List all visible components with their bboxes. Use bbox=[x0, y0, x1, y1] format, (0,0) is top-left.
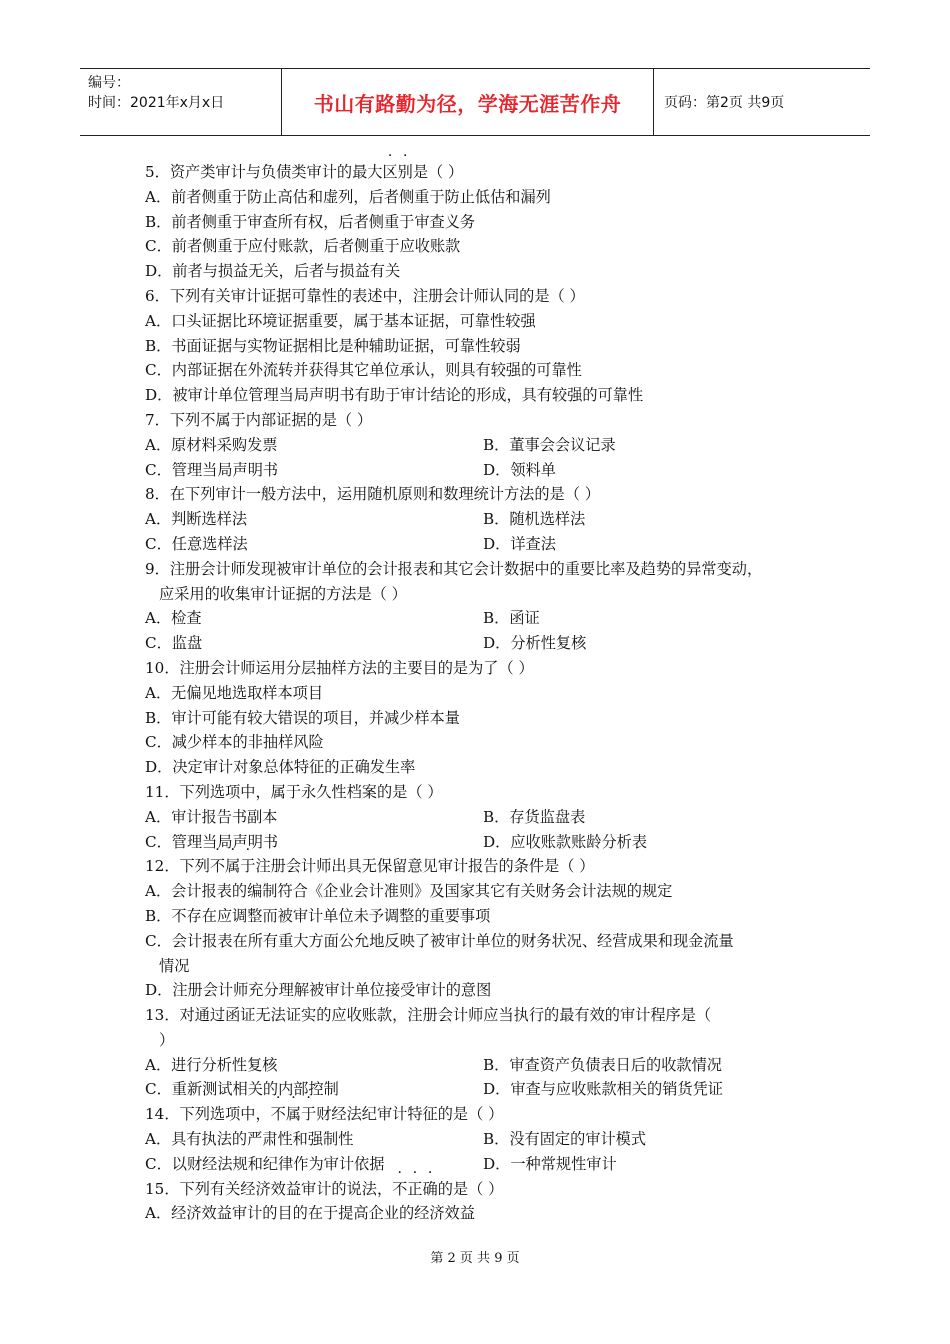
answer-option: A．经济效益审计的目的在于提高企业的经济效益 bbox=[145, 1204, 475, 1223]
answer-option: D．分析性复核 bbox=[483, 634, 587, 653]
answer-option: D．一种常规性审计 bbox=[483, 1154, 617, 1173]
answer-option: A．口头证据比环境证据重要，属于基本证据，可靠性较强 bbox=[145, 311, 536, 330]
answer-option: D．被审计单位管理当局声明书有助于审计结论的形成，具有较强的可靠性 bbox=[145, 386, 644, 405]
answer-option: A．检查 bbox=[145, 609, 202, 628]
answer-option-row bbox=[145, 532, 825, 557]
question-stem-continued: ） bbox=[159, 1030, 175, 1049]
answer-option-row bbox=[145, 805, 825, 830]
question-stem: 7．下列不属于内部证据的是（ ） bbox=[145, 410, 373, 429]
question-stem-continued: 应采用的收集审计证据的方法是（ ） bbox=[159, 584, 407, 603]
answer-option: B．审计可能有较大错误的项目，并减少样本量 bbox=[145, 708, 460, 727]
header-page-label: 页码：第2页 共9页 bbox=[664, 95, 785, 111]
answer-option: 情况 bbox=[159, 956, 190, 975]
answer-option: C．会计报表在所有重大方面公允地反映了被审计单位的财务状况、经营成果和现金流量 bbox=[145, 931, 734, 950]
answer-option: C．重新测试相关的内部控制 bbox=[145, 1080, 339, 1099]
question-stem: 13．对通过函证无法证实的应收账款，注册会计师应当执行的最有效的审计程序是（ bbox=[145, 1006, 712, 1025]
question-list bbox=[145, 160, 825, 1226]
answer-option: A．会计报表的编制符合《企业会计准则》及国家其它有关财务会计法规的规定 bbox=[145, 882, 673, 901]
question-stem: 14．下列选项中，不属于财经法纪审计特征的是（ ） bbox=[145, 1105, 504, 1124]
answer-option-row bbox=[145, 606, 825, 631]
question-stem: 6．下列有关审计证据可靠性的表述中，注册会计师认同的是（ ） bbox=[145, 286, 585, 305]
answer-option: B．前者侧重于审查所有权，后者侧重于审查义务 bbox=[145, 212, 476, 231]
answer-option: B．函证 bbox=[483, 609, 540, 628]
answer-option: D．决定审计对象总体特征的正确发生率 bbox=[145, 758, 416, 777]
answer-option: D．应收账款账龄分析表 bbox=[483, 832, 648, 851]
answer-option-row bbox=[145, 1077, 825, 1102]
question-stem: 5．资产类审计与负债类审计的最大区别是（ ） bbox=[145, 163, 464, 181]
answer-option: B．书面证据与实物证据相比是种辅助证据，可靠性较弱 bbox=[145, 336, 521, 355]
page-header bbox=[80, 68, 870, 136]
answer-option: C．减少样本的非抽样风险 bbox=[145, 733, 324, 752]
answer-option: C．前者侧重于应付账款，后者侧重于应收账款 bbox=[145, 237, 461, 256]
answer-option-row bbox=[145, 1127, 825, 1152]
answer-option: B．存货监盘表 bbox=[483, 807, 586, 826]
answer-option-row bbox=[145, 433, 825, 458]
number-label: 编号： bbox=[88, 75, 130, 91]
question-stem: 10．注册会计师运用分层抽样方法的主要目的是为了（ ） bbox=[145, 658, 534, 677]
header-motto: 书山有路勤为径，学海无涯苦作舟 bbox=[282, 69, 654, 135]
page-footer: 第 2 页 共 9 页 bbox=[430, 1251, 520, 1266]
answer-option: A．审计报告书副本 bbox=[145, 807, 278, 826]
answer-option: B．审查资产负债表日后的收款情况 bbox=[483, 1055, 722, 1074]
answer-option: B．董事会会议记录 bbox=[483, 435, 616, 454]
question-stem: 11．下列选项中，属于永久性档案的是（ ） bbox=[145, 782, 443, 801]
answer-option-row bbox=[145, 1152, 825, 1177]
header-meta bbox=[80, 69, 282, 135]
answer-option: C．管理当局声明书 bbox=[145, 832, 279, 851]
answer-option: B．没有固定的审计模式 bbox=[483, 1130, 647, 1149]
answer-option: D．详查法 bbox=[483, 534, 556, 553]
question-stem: 15．下列有关经济效益审计的说法，不正确的是（ ） bbox=[145, 1179, 504, 1198]
answer-option-row bbox=[145, 458, 825, 483]
answer-option: C．监盘 bbox=[145, 634, 203, 653]
answer-option: A．判断选样法 bbox=[145, 510, 248, 529]
answer-option: C．任意选样法 bbox=[145, 534, 248, 553]
answer-option: D．注册会计师充分理解被审计单位接受审计的意图 bbox=[145, 981, 492, 1000]
date-label: 时间：2021年x月x日 bbox=[88, 95, 225, 111]
answer-option: A．具有执法的严肃性和强制性 bbox=[145, 1130, 354, 1149]
answer-option-row bbox=[145, 631, 825, 656]
question-stem: 12．下列不属于注册会计师出具无保留意见审计报告的条件是（ ） bbox=[145, 857, 595, 876]
answer-option: D．前者与损益无关，后者与损益有关 bbox=[145, 262, 401, 281]
answer-option: C．管理当局声明书 bbox=[145, 460, 279, 479]
answer-option: D．领料单 bbox=[483, 460, 556, 479]
answer-option: C．内部证据在外流转并获得其它单位承认，则具有较强的可靠性 bbox=[145, 361, 582, 380]
answer-option: B．不存在应调整而被审计单位未予调整的重要事项 bbox=[145, 906, 491, 925]
answer-option: A．进行分析性复核 bbox=[145, 1055, 278, 1074]
answer-option: A．无偏见地选取样本项目 bbox=[145, 683, 324, 702]
answer-option: A．原材料采购发票 bbox=[145, 435, 278, 454]
answer-option: A．前者侧重于防止高估和虚列，后者侧重于防止低估和漏列 bbox=[145, 187, 551, 206]
question-stem: 9．注册会计师发现被审计单位的会计报表和其它会计数据中的重要比率及趋势的异常变动， bbox=[145, 559, 763, 578]
answer-option: B．随机选样法 bbox=[483, 510, 586, 529]
question-stem: 8．在下列审计一般方法中，运用随机原则和数理统计方法的是（ ） bbox=[145, 485, 600, 504]
answer-option-row bbox=[145, 1053, 825, 1078]
answer-option: C．以财经法规和纪律作为审计依据 bbox=[145, 1154, 385, 1173]
answer-option-row bbox=[145, 507, 825, 532]
answer-option: D．审查与应收账款相关的销货凭证 bbox=[483, 1080, 723, 1099]
